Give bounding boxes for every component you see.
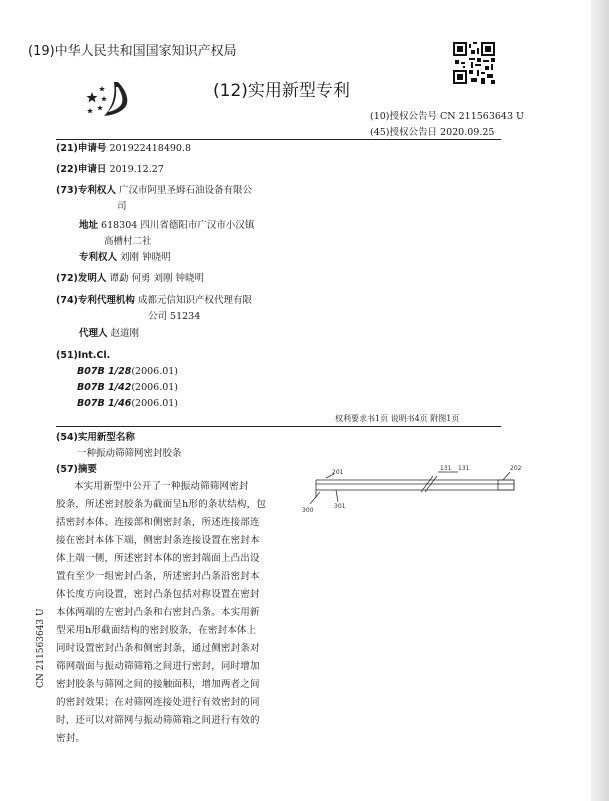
ipc-row (77, 366, 178, 377)
ipc-version: (2006.01) (131, 366, 179, 377)
application-number-row (56, 141, 191, 157)
abstract-line: 本实用新型中公开了一种振动筛筛网密封 (74, 481, 249, 492)
abstract-line: 密封胶条与筛网之间的接触面积，增加两者之间 (56, 679, 260, 690)
patentee-line2: 司 (117, 201, 127, 212)
inventors-row (56, 271, 204, 287)
agent-row (79, 326, 139, 342)
ref-label: 201 (332, 469, 344, 476)
patentee-label: (73)专利权人 (56, 185, 116, 196)
header-rule (56, 139, 501, 140)
abstract-line: 的密封效果；在对筛网连接处进行有效密封的同 (56, 697, 260, 708)
abstract-figure (298, 462, 523, 520)
abstract-line: 筛网端面与振动筛筛箱之间进行密封，同时增加 (56, 661, 260, 672)
patentee-line1: 广汉市阿里圣姆石油设备有限公 (118, 185, 252, 196)
agent: 赵道刚 (110, 328, 140, 339)
abstract-line: 体长度方向设置，密封凸条包括对称设置在密封 (56, 589, 260, 600)
abstract-line: 括密封本体、连接部和侧密封条，所述连接部连 (56, 517, 260, 528)
title-label-row (56, 430, 135, 446)
abstract-line: 同时设置密封凸条和侧密封条，通过侧密封条对 (56, 643, 260, 654)
address-row (79, 218, 254, 234)
application-date-row (56, 162, 164, 178)
ipc-code: B07B 1/46 (77, 398, 132, 409)
page-count-summary: 权利要求书1页 说明书4页 附图1页 (335, 414, 460, 423)
page-edge-shadow (591, 0, 609, 801)
patentee2-label: 专利权人 (79, 252, 118, 263)
ref-label: 300 (302, 507, 314, 514)
agency-label: (74)专利代理机构 (56, 295, 135, 306)
agency-line2: 公司 51234 (148, 311, 201, 322)
seal-strip-end-cap (498, 480, 514, 490)
agent-label: 代理人 (79, 328, 108, 339)
section-rule (56, 426, 501, 427)
abstract-label-row (56, 462, 97, 478)
address-line1: 618304 四川省德阳市广汉市小汉镇 (101, 220, 255, 231)
qr-code (453, 42, 495, 84)
int-cl-label: (51)Int.Cl. (56, 350, 111, 361)
utility-model-title: 一种振动筛筛网密封胶条 (77, 448, 182, 459)
application-date: 2019.12.27 (109, 164, 164, 175)
abstract-label: (57)摘要 (56, 464, 97, 475)
inventors: 谭勐 何勇 刘刚 钟晓明 (109, 273, 204, 284)
agency-row (56, 293, 252, 309)
patentee2: 刘刚 钟晓明 (120, 252, 171, 263)
leader-line (336, 490, 338, 502)
ipc-version: (2006.01) (131, 398, 179, 409)
ipc-code: B07B 1/28 (77, 366, 132, 377)
leader-line (310, 492, 320, 504)
abstract-line: 接在密封本体下端，侧密封条连接设置在密封本 (56, 535, 260, 546)
agency-line1: 成都元信知识产权代理有限 (137, 295, 252, 306)
title-label: (54)实用新型名称 (56, 432, 135, 443)
abstract-line: 密封。 (56, 733, 86, 744)
abstract-line: 时，还可以对筛网与振动筛筛箱之间进行有效的 (56, 715, 260, 726)
abstract-line: 置有至少一组密封凸条，所述密封凸条沿密封本 (56, 571, 260, 582)
ipc-row (77, 382, 178, 393)
abstract-line: 体上端一侧，所述密封本体的密封端面上凸出设 (56, 553, 260, 564)
application-date-label: (22)申请日 (56, 164, 107, 175)
abstract-line: 本体两端的左密封凸条和右密封凸条。本实用新 (56, 607, 260, 618)
ref-label: 301 (334, 503, 346, 510)
authority-name: (19)中华人民共和国国家知识产权局 (28, 44, 237, 59)
publication-date: (45)授权公告日 2020.09.25 (370, 127, 495, 138)
publication-number: (10)授权公告号 CN 211563643 U (370, 111, 525, 122)
patentee-row (56, 183, 252, 199)
side-publication-number: CN 211563643 U (36, 608, 46, 688)
ref-label: 131 (440, 465, 452, 472)
address-line2: 高槽村二社 (104, 236, 152, 247)
ref-label: 131 (458, 465, 470, 472)
abstract-line: 型采用h形截面结构的密封胶条，在密封本体上 (56, 625, 257, 636)
ipc-code: B07B 1/42 (77, 382, 132, 393)
document-type: (12)实用新型专利 (213, 81, 350, 101)
leader-line (503, 472, 510, 480)
abstract-line: 胶条，所述密封胶条为截面呈h形的条状结构，包 (56, 499, 267, 510)
inventors-label: (72)发明人 (56, 273, 107, 284)
application-number: 201922418490.8 (109, 143, 192, 154)
patentee2-row (79, 250, 171, 266)
ipc-version: (2006.01) (131, 382, 179, 393)
cnipa-emblem (82, 78, 140, 118)
seal-strip-body (316, 480, 514, 490)
ref-label: 202 (510, 465, 522, 472)
ipc-row (77, 398, 178, 409)
address-label: 地址 (79, 220, 99, 231)
application-number-label: (21)申请号 (56, 143, 107, 154)
